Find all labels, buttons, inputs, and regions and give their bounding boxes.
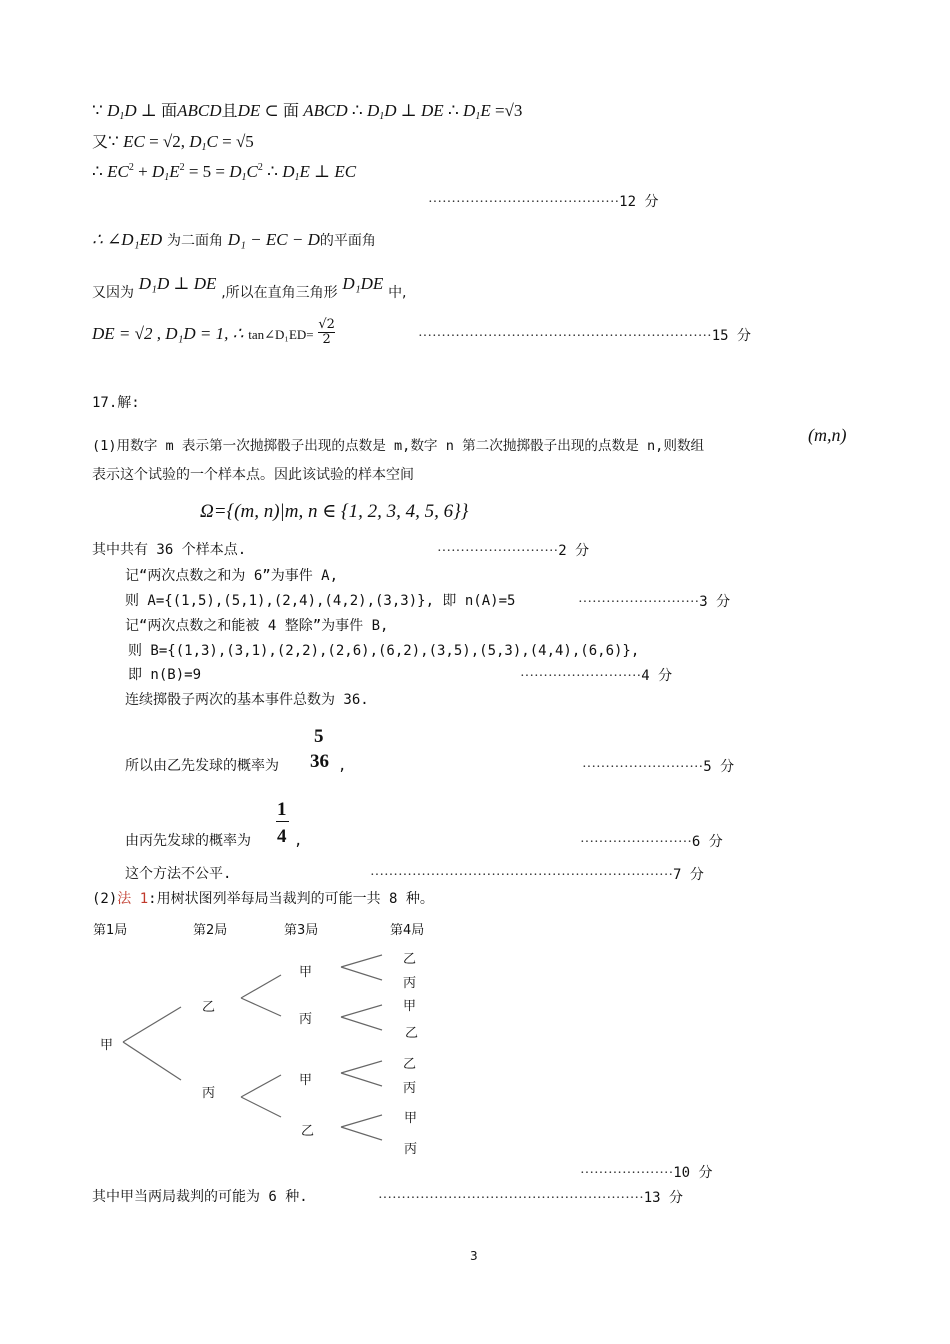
tree-node-l4-6: 丙: [403, 1081, 417, 1096]
score-label: 10 分: [673, 1165, 713, 1181]
score-label: 13 分: [643, 1190, 684, 1206]
comma: ,: [338, 758, 347, 774]
sample-count: 其中共有 36 个样本点.: [92, 542, 247, 558]
event-b-definition: 记“两次点数之和能被 4 整除”为事件 B,: [125, 618, 389, 634]
prob-yi-text: 所以由乙先发球的概率为: [125, 758, 279, 774]
leader-dots: ··························: [437, 544, 559, 559]
tree-node-l4-5: 乙: [403, 1057, 417, 1072]
tree-node-l4-2: 丙: [403, 976, 417, 991]
method-label: 法 1: [117, 891, 149, 907]
tree-node-l4-7: 甲: [404, 1111, 418, 1126]
text: 又因为: [92, 285, 134, 301]
proof-line-1: ∵ $D_1D$ ⊥ 面ABCD且DE ⊂ 面 ABCD ∴ $D_1D$ ⊥ DE ∴ $D_1E =√3$: [92, 101, 523, 122]
score-label: 7 分: [673, 867, 704, 883]
perp-expr: D₁D ⊥ DE: [138, 274, 217, 293]
tree-header-round-3: 第3局: [284, 923, 319, 938]
tree-node-l3-4: 乙: [301, 1124, 315, 1139]
angle-expr: ∴ ∠D₁ED: [92, 230, 163, 249]
prob-yi-denominator: 36: [310, 751, 329, 772]
part1-line2: 表示这个试验的一个样本点。因此该试验的样本空间: [92, 467, 414, 483]
leader-dots: ··························: [582, 760, 704, 775]
sample-space-formula: Ω={(m, n)|m, n ∈ {1, 2, 3, 4, 5, 6}}: [200, 501, 469, 522]
score-label: 4 分: [641, 668, 673, 684]
event-b-count: 即 n(B)=9: [128, 667, 202, 683]
score-label: 3 分: [699, 594, 731, 610]
text: 的平面角: [319, 233, 376, 249]
tan-expr: tan∠D₁ED=: [248, 326, 314, 342]
comma: ,: [294, 833, 303, 849]
text: 中,: [388, 285, 407, 301]
tree-header-round-4: 第4局: [390, 923, 425, 938]
score-label: 5 分: [703, 759, 735, 775]
leader-dots: ··························: [578, 595, 700, 610]
proof-line-2: 又∵ EC = √2, $D_1C = √5$: [92, 132, 254, 153]
text: ,所以在直角三角形: [221, 285, 338, 301]
leader-dots: ··························: [520, 669, 642, 684]
triangle-expr: D₁DE: [342, 274, 384, 293]
tree-node-root: 甲: [100, 1038, 114, 1053]
event-a-definition: 记“两次点数之和为 6”为事件 A,: [125, 568, 339, 584]
page-number: 3: [470, 1249, 478, 1263]
proof-line-3: ∴ $EC^2 + D_1E^2 = 5 = D_1C^2$ ∴ $D_1E$ ⊥ EC: [92, 162, 357, 183]
tree-node-l2-1: 乙: [202, 1000, 216, 1015]
score-label: 6 分: [691, 834, 723, 850]
score-label: 15 分: [711, 328, 752, 344]
prob-yi-numerator: 5: [314, 726, 324, 747]
event-b-set: 则 B={(1,3),(3,1),(2,2),(2,6),(6,2),(3,5),(5,3),(4,4),(6,6)},: [128, 643, 640, 659]
leader-dots: ·································································: [370, 868, 674, 883]
question-heading: 17.解:: [92, 395, 140, 411]
part1-line1: (1)用数字 m 表示第一次抛掷骰子出现的点数是 m,数字 n 第二次抛掷骰子出现的点数是 n,则数组: [92, 438, 705, 454]
tree-header-round-1: 第1局: [93, 923, 128, 938]
prob-bing-denominator: 4: [277, 826, 287, 847]
tree-node-l2-2: 丙: [202, 1086, 216, 1101]
leader-dots: ·········································: [428, 195, 620, 210]
tree-node-l3-1: 甲: [299, 965, 313, 980]
leader-dots: ·························································: [378, 1191, 644, 1206]
tree-node-l4-1: 乙: [403, 952, 417, 967]
total-events: 连续掷骰子两次的基本事件总数为 36.: [125, 692, 369, 708]
leader-dots: ····················: [580, 1166, 674, 1181]
pair-mn: (m,n): [808, 425, 847, 445]
tree-node-l3-3: 甲: [299, 1073, 313, 1088]
score-label: 12 分: [619, 194, 659, 210]
unfair-conclusion: 这个方法不公平.: [125, 866, 232, 882]
prob-bing-text: 由丙先发球的概率为: [125, 833, 251, 849]
leader-dots: ·······························································: [418, 329, 712, 344]
tree-node-l3-2: 丙: [299, 1012, 313, 1027]
text: 为二面角: [166, 233, 223, 249]
tree-node-l4-3: 甲: [403, 999, 417, 1014]
final-conclusion: 其中甲当两局裁判的可能为 6 种.: [92, 1189, 308, 1205]
score-marker-13: [378, 1190, 683, 1206]
tree-node-l4-4: 乙: [405, 1026, 419, 1041]
values-expr: DE = √2 , D₁D = 1, ∴: [92, 323, 244, 343]
dihedral-expr: D₁ − EC − D: [227, 230, 320, 249]
prob-bing-numerator: 1: [277, 799, 287, 820]
score-label: 2 分: [558, 543, 590, 559]
tree-node-l4-8: 丙: [404, 1142, 418, 1157]
tree-header-round-2: 第2局: [193, 923, 228, 938]
part-number: (2): [92, 891, 118, 907]
leader-dots: ························: [580, 835, 692, 850]
score-marker-10: [580, 1165, 713, 1181]
part2-text: :用树状图列举每局当裁判的可能一共 8 种。: [148, 891, 434, 907]
event-a-set: 则 A={(1,5),(5,1),(2,4),(4,2),(3,3)}, 即 n(A)=5: [125, 593, 516, 609]
fraction-sqrt2-over-2: $\frac{√2}{2}$: [318, 317, 335, 348]
